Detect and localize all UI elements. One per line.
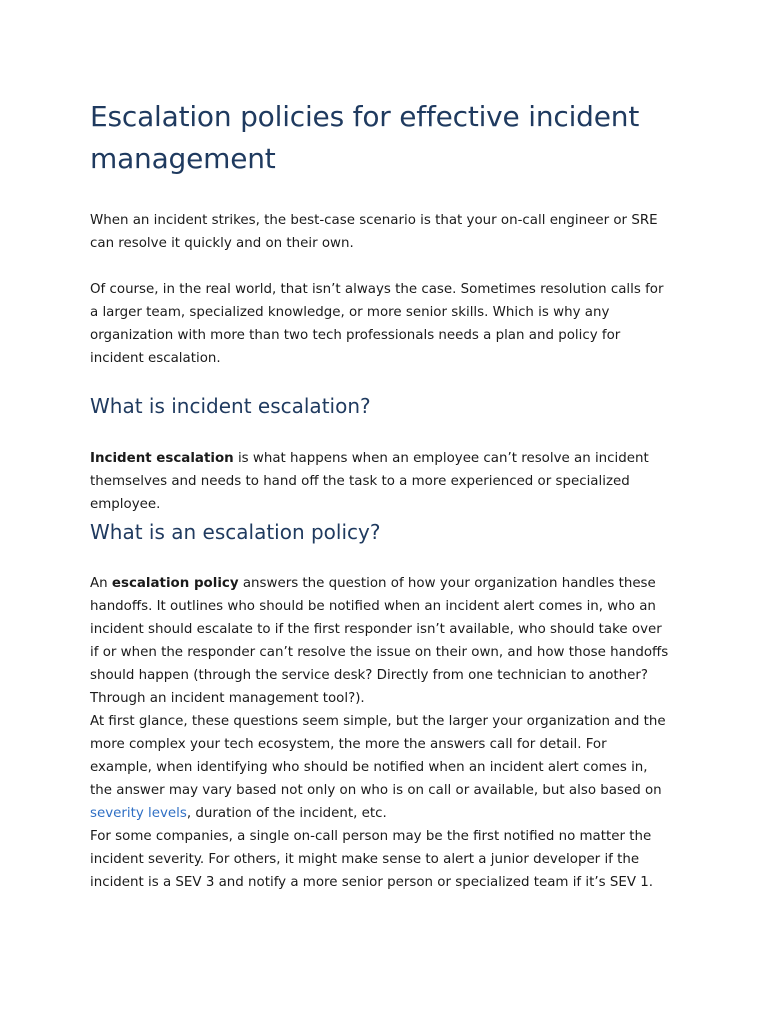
escalation-policy-paragraph-1 xyxy=(90,572,670,710)
intro-paragraph-2: Of course, in the real world, that isn’t always the case. Sometimes resolution calls for a larger team, specialized knowledge, or more senior skills. Which is why any organization with more than two tech professionals needs a plan and policy for incident escalation. xyxy=(90,282,664,366)
section-heading-escalation-policy: What is an escalation policy? xyxy=(90,520,381,544)
severity-levels-link[interactable]: severity levels xyxy=(90,806,187,821)
policy-term: escalation policy xyxy=(111,576,239,591)
document-content xyxy=(90,96,670,894)
policy-text: answers the question of how your organization handles these handoffs. It outlines who should be notified when an incident alert comes in, who an incident should escalate to if the first responder isn’t available, who should take over if or when the responder can’t resolve the issue on their own, and how those handoffs should happen (through the service desk? Directly from one technician to another? Through an incident management tool?). xyxy=(90,576,669,706)
escalation-policy-paragraph-3: For some companies, a single on-call person may be the first notified no matter the incident severity. For others, it might make sense to alert a junior developer if the incident is a SEV 3 and notify a more senior person or specialized team if it’s SEV 1. xyxy=(90,829,654,890)
section-heading-incident-escalation: What is incident escalation? xyxy=(90,394,371,418)
page-title: Escalation policies for effective incident management xyxy=(90,100,640,175)
paragraph-text-before-link: At first glance, these questions seem simple, but the larger your organization and the more complex your tech ecosystem, the more the answers call for detail. For example, when identifying who should be notified when an incident alert comes in, the answer may vary based not only on who is on call or available, but also based on xyxy=(90,714,666,798)
paragraph-lead: An xyxy=(90,576,112,591)
incident-escalation-definition xyxy=(90,447,670,516)
paragraph-text-after-link: , duration of the incident, etc. xyxy=(186,806,387,821)
intro-paragraph-1: When an incident strikes, the best-case scenario is that your on-call engineer or SRE can resolve it quickly and on their own. xyxy=(90,213,658,251)
escalation-policy-paragraph-2 xyxy=(90,710,670,825)
definition-term: Incident escalation xyxy=(90,451,234,466)
definition-text: is what happens when an employee can’t resolve an incident themselves and needs to hand off the task to a more experienced or specialized employee. xyxy=(90,451,649,512)
